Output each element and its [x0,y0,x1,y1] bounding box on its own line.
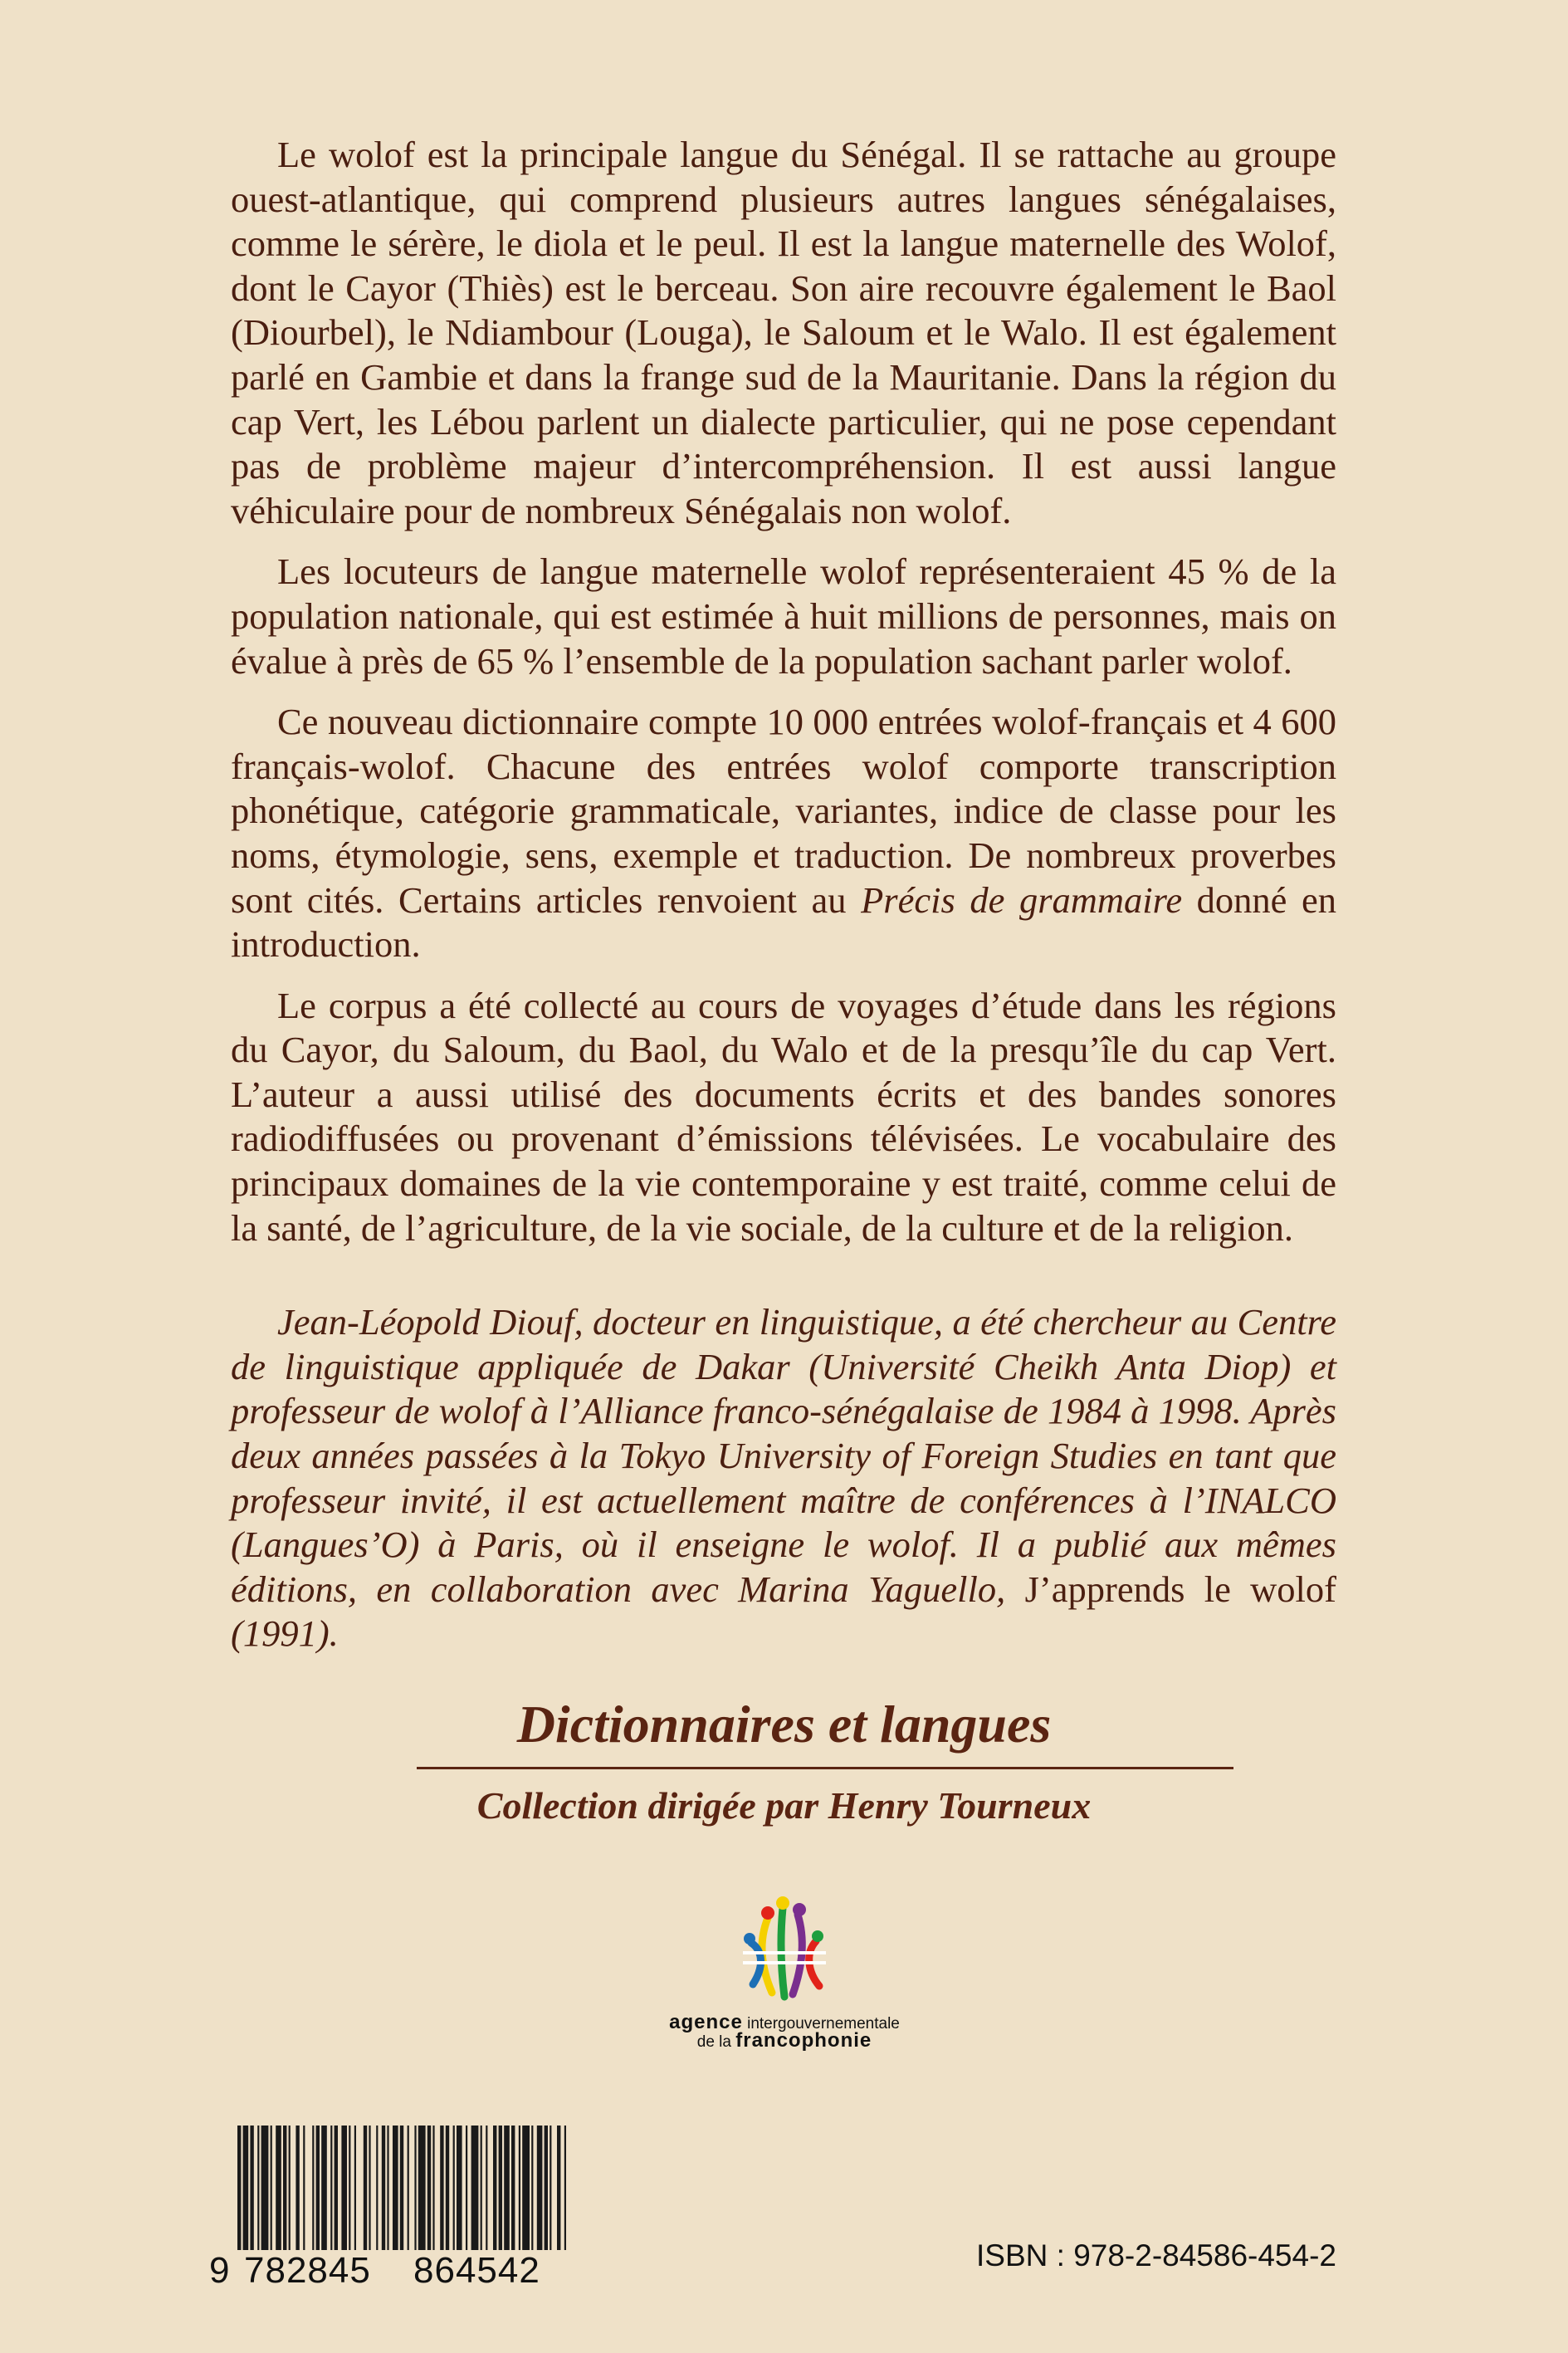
barcode-bar [312,2126,314,2250]
barcode-bar [564,2126,566,2250]
barcode-bar [303,2126,305,2250]
series-divider [417,1767,1233,1769]
barcode-bar [414,2126,416,2250]
barcode-bar [283,2126,286,2250]
barcode-bar [243,2126,249,2250]
barcode-bar [330,2126,332,2250]
barcode-bar [486,2126,487,2250]
barcode-bar [466,2126,467,2250]
barcode-bar [296,2126,299,2250]
barcode-bar [550,2126,551,2250]
precis-title: Précis de grammaire [861,878,1183,921]
author-book-title: J’apprends le wolof [1024,1568,1336,1610]
barcode-bar [408,2126,409,2250]
barcode-digits-left: 782845 [244,2250,371,2291]
barcode-bar [471,2126,479,2250]
barcode-bar [271,2126,272,2250]
barcode-digits-right: 864542 [413,2250,540,2291]
barcode-bar [250,2126,253,2250]
series-title: Dictionnaires et langues [516,1695,1052,1754]
paragraph-corpus: Le corpus a été collecté au cours de voyages d’étude dans les régions du Cayor, du Saloum, du Baol, du Walo et de la presqu’île du cap Vert. L’auteur a aussi utilisé des documents écrits et des bandes sonores radiodiffusées ou provenant d’émissions télévisées. Le vocabulaire des principaux domaines de la vie contemporaine y est traité, comme celui de la santé, de l’agriculture, de la vie sociale, de la culture et de la religion. [231,984,1336,1249]
barcode-bar [364,2126,367,2250]
barcode-bar [457,2126,462,2250]
paragraph-dictionary-end: donné en introduction. [231,878,1336,966]
francophonie-logo-icon [735,1893,834,2001]
author-bio [231,1300,1336,1656]
barcode-bar [289,2126,291,2250]
barcode-bars [208,2126,589,2250]
barcode-digits [208,2250,589,2290]
barcode-bar [522,2126,530,2250]
barcode [208,2126,589,2291]
barcode-bar [418,2126,426,2250]
barcode-bar [440,2126,443,2250]
paragraph-intro: Le wolof est la principale langue du Sénégal. Il se rattache au groupe ouest-atlantique, qui comprend plusieurs autres langues sénégalaises, comme le sérère, le diola et le peul. Il est la langue maternelle des Wolof, dont le Cayor (Thiès) est le berceau. Son aire recouvre également le Baol (Diourbel), le Ndiambour (Louga), le Saloum et le Walo. Il est également parlé en Gambie et dans la frange sud de la Mauritanie. Dans la région du cap Vert, les Lébou parlent un dialecte particulier, qui ne pose cependant pas de problème majeur d’intercompréhension. Il est aussi langue véhiculaire pour de nombreux Sénégalais non wolof. [231,134,1336,531]
isbn-number: ISBN : 978-2-84586-454-2 [976,2238,1336,2272]
author-book-year: (1991). [231,1612,339,1655]
barcode-bar [537,2126,543,2250]
barcode-bar [354,2126,356,2250]
paragraph-dictionary [231,700,1336,967]
barcode-bar [393,2126,398,2250]
barcode-bar [427,2126,431,2250]
barcode-bar [519,2126,520,2250]
barcode-bar [369,2126,370,2250]
author-bio-text: Jean-Léopold Diouf, docteur en linguistique, a été chercheur au Centre de linguistique appliquée de Dakar (Université Cheikh Anta Diop) et professeur de wolof à l’Alliance franco-sénégalaise de 1984 à 1998. Après deux années passées à la Tokyo University of Foreign Studies en tant que professeur invité, il est actuellement maître de conférences à l’INALCO (Langues’O) à Paris, où il enseigne le wolof. Il a publié aux mêmes éditions, en collaboration avec Marina Yaguello, [231,1301,1336,1610]
barcode-bar [446,2126,449,2250]
blurb-text [231,133,1336,1673]
barcode-bar [335,2126,338,2250]
barcode-bar [400,2126,403,2250]
barcode-bar [511,2126,515,2250]
publisher-logo [631,1893,938,2059]
barcode-bar [261,2126,269,2250]
barcode-bar [481,2126,482,2250]
barcode-bar [531,2126,533,2250]
barcode-bar [493,2126,496,2250]
barcode-bar [432,2126,434,2250]
barcode-bar [276,2126,281,2250]
barcode-bar [341,2126,347,2250]
barcode-bar [316,2126,320,2250]
paragraph-dictionary-text: Ce nouveau dictionnaire compte 10 000 entrées wolof-français et 4 600 français-wolof. Chacune des entrées wolof comporte transcription phonétique, catégorie grammaticale, variantes, indice de classe pour les noms, étymologie, sens, exemple et traduction. De nombreux proverbes sont cités. Certains articles renvoient au [231,701,1336,921]
barcode-bar [257,2126,259,2250]
logo-text-line2: de la francophonie [696,2029,872,2052]
barcode-bar [387,2126,388,2250]
barcode-digit-prefix: 9 [209,2250,230,2291]
barcode-bar [499,2126,502,2250]
series-subtitle: Collection dirigée par Henry Tourneux [476,1784,1092,1827]
barcode-bar [545,2126,548,2250]
barcode-bar [382,2126,385,2250]
barcode-bar [376,2126,378,2250]
logo-text-line1: agence intergouvernementale [669,2011,900,2033]
barcode-bar [237,2126,241,2250]
barcode-bar [321,2126,327,2250]
barcode-bar [453,2126,455,2250]
barcode-bar [557,2126,560,2250]
barcode-bar [349,2126,350,2250]
barcode-bar [504,2126,510,2250]
paragraph-speakers: Les locuteurs de langue maternelle wolof représenteraient 45 % de la population nationale, qui est estimée à huit millions de personnes, mais on évalue à près de 65 % l’ensemble de la population sachant parler wolof. [231,550,1336,682]
